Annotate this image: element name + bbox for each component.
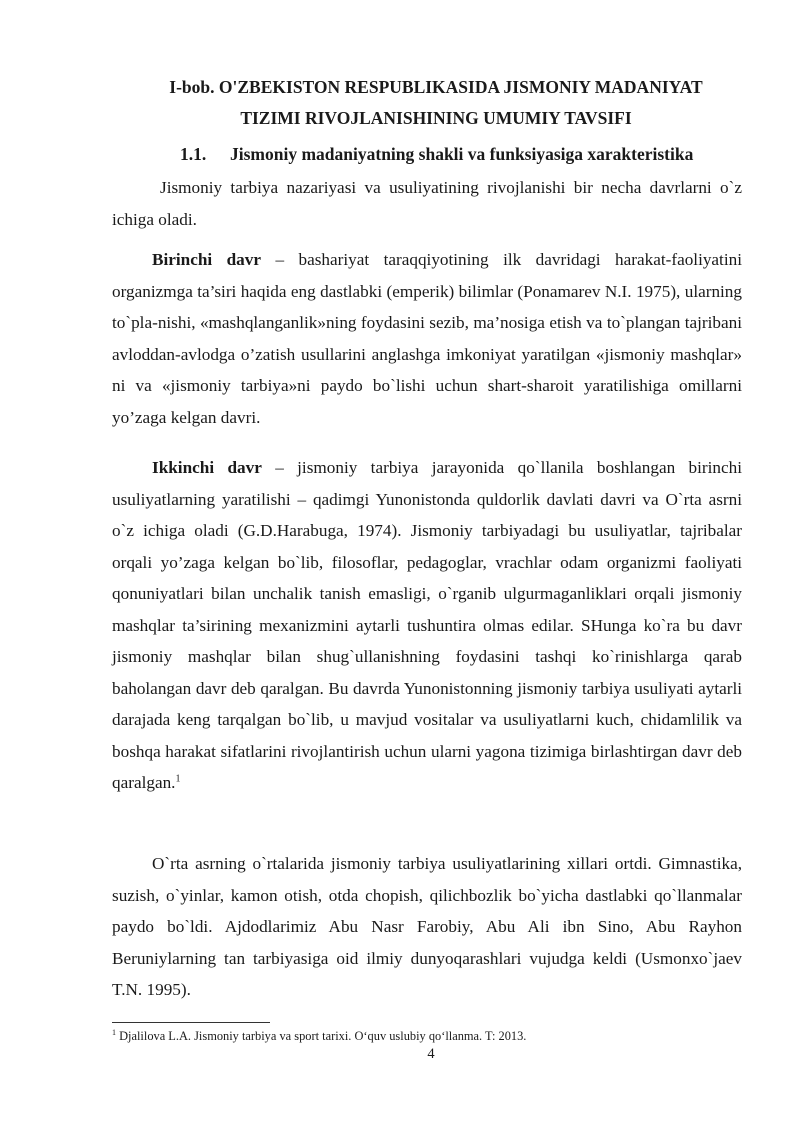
chapter-title-line-2: TIZIMI RIVOJLANISHINING UMUMIY TAVSIFI (240, 108, 632, 128)
first-period-lead: Birinchi davr (152, 250, 261, 269)
first-period-text: – bashariyat taraqqiyotining ilk davridagi harakat-faoliyatini organizmga ta’siri haqida eng dastlabki (emperik) bilimlar (Ponamarev N.I. 1975), ularning to`pla-nishi, «mashqlanganlik»ning foydasini sezib, ma’nosiga etish va to`plangan tajribani avloddan-avlodga o’zatish usullarini anglashga imkoniyat yaratilgan «jismoniy mashqlar» ni va «jismoniy tarbiya»ni paydo bo`lishi uchun shart-sharoit yaratilishiga omillarni yo’zaga kelgan davri. (112, 250, 742, 427)
paragraph-middle-ages: O`rta asrning o`rtalarida jismoniy tarbiya usuliyatlarining xillari ortdi. Gimnastika, suzish, o`yinlar, kamon otish, otda chopish, qilichbozlik bo`yicha dastlabki qo`llanmalar paydo bo`ldi. Ajdodlarimiz Abu Nasr Farobiy, Abu Ali ibn Sino, Abu Rayhon Beruniylarning tan tarbiyasiga oid ilmiy dunyoqarashlari vujudga keldi (Usmonxo`jaev T.N. 1995). (112, 854, 742, 999)
second-period-lead: Ikkinchi davr (152, 458, 262, 477)
footnote-reference: 1 (175, 773, 181, 785)
footnote-marker: 1 (112, 1027, 116, 1037)
paragraph-first-period (112, 244, 742, 433)
page-number: 4 (427, 1046, 435, 1062)
section-number: 1.1. (180, 144, 207, 164)
footnote (112, 1028, 526, 1044)
intro-paragraph: Jismoniy tarbiya nazariyasi va usuliyatining rivojlanishi bir necha davrlarni o`z ichiga oladi. (112, 178, 742, 229)
section-heading (180, 141, 693, 167)
paragraph-second-period (112, 452, 742, 799)
section-title: Jismoniy madaniyatning shakli va funksiyasiga xarakteristika (230, 144, 694, 164)
chapter-title-line-1: I-bob. O'ZBEKISTON RESPUBLIKASIDA JISMONIY MADANIYAT (169, 77, 703, 97)
footnote-text: Djalilova L.A. Jismoniy tarbiya va sport tarixi. O‘quv uslubiy qo‘llanma. T: 2013. (116, 1029, 527, 1043)
footnote-separator (112, 1022, 270, 1023)
second-period-text: – jismoniy tarbiya jarayonida qo`llanila boshlangan birinchi usuliyatlarning yaratilishi – qadimgi Yunonistonda quldorlik davlati davri va O`rta asrni o`z ichiga oladi (G.D.Harabuga, 1974). Jismoniy tarbiyadagi bu usuliyatlar, tajribalar orqali yo’zaga kelgan bo`lib, filosoflar, pedagoglar, vrachlar odam organizmi faoliyati qonuniyatlari bilan unchalik tanish emasligi, o`rganib ulgurmaganliklari orqali jismoniy mashqlar ta’sirining mexanizmini aytarli tushuntira olmas edilar. SHunga ko`ra bu davr jismoniy mashqlar bilan shug`ullanishning foydasini tashqi ko`rinishlarga qarab baholangan davr deb qaralgan. Bu davrda Yunonistonning jismoniy tarbiya usuliyati aytarli darajada keng tarqalgan bo`lib, u mavjud vositalar va usuliyatlarni kuch, chidamlilik va boshqa harakat sifatlarini rivojlantirish uchun ularni yagona tizimiga birlashtirgan davr deb qaralgan. (112, 458, 742, 792)
